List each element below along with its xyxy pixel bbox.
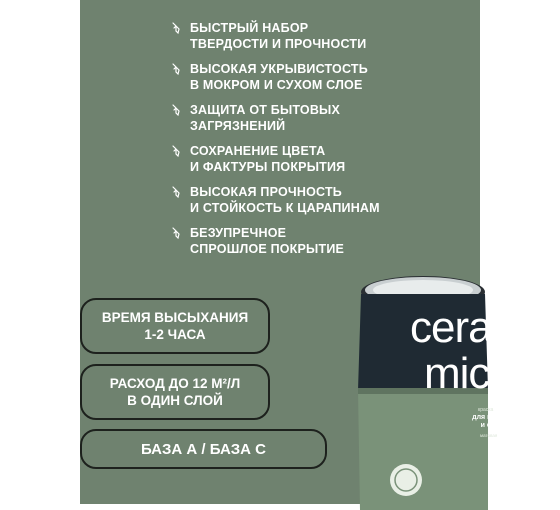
consumption-badge: РАСХОД ДО 12 М²/Л В ОДИН СЛОЙ bbox=[80, 364, 270, 420]
feature-text: ЗАЩИТА ОТ БЫТОВЫХ ЗАГРЯЗНЕНИЙ bbox=[190, 103, 341, 133]
feature-text: ВЫСОКАЯ ПРОЧНОСТЬ И СТОЙКОСТЬ К ЦАРАПИНАМ bbox=[190, 185, 380, 215]
drying-time-badge: ВРЕМЯ ВЫСЫХАНИЯ 1-2 ЧАСА bbox=[80, 298, 270, 354]
feature-item bbox=[170, 102, 470, 134]
brush-icon bbox=[170, 226, 184, 240]
brush-icon bbox=[170, 103, 184, 117]
product-panel bbox=[80, 0, 520, 504]
brand-logo-top: cera bbox=[410, 303, 492, 352]
base-badge: БАЗА А / БАЗА С bbox=[80, 429, 327, 469]
feature-text: СОХРАНЕНИЕ ЦВЕТА И ФАКТУРЫ ПОКРЫТИЯ bbox=[190, 144, 346, 174]
feature-item bbox=[170, 184, 470, 216]
can-label-type: краска bbox=[478, 407, 494, 413]
feature-text: БЕЗУПРЕЧНОЕ СПРОШЛОЕ ПОКРЫТИЕ bbox=[190, 226, 345, 256]
brush-icon bbox=[170, 185, 184, 199]
feature-item bbox=[170, 20, 470, 52]
can-label-finish: матовая bbox=[480, 433, 498, 438]
can-label-description: для гостиных и спален bbox=[472, 414, 520, 429]
feature-item bbox=[170, 61, 470, 93]
feature-item bbox=[170, 143, 470, 175]
feature-text: БЫСТРЫЙ НАБОР ТВЕРДОСТИ И ПРОЧНОСТИ bbox=[190, 21, 367, 51]
feature-list bbox=[170, 20, 470, 266]
feature-item bbox=[170, 225, 470, 257]
brush-icon bbox=[170, 62, 184, 76]
brush-icon bbox=[170, 144, 184, 158]
brush-icon bbox=[170, 21, 184, 35]
brand-logo-bottom: mic bbox=[424, 349, 490, 398]
feature-text: ВЫСОКАЯ УКРЫВИСТОСТЬ В МОКРОМ И СУХОМ СЛОЕ bbox=[190, 62, 368, 92]
